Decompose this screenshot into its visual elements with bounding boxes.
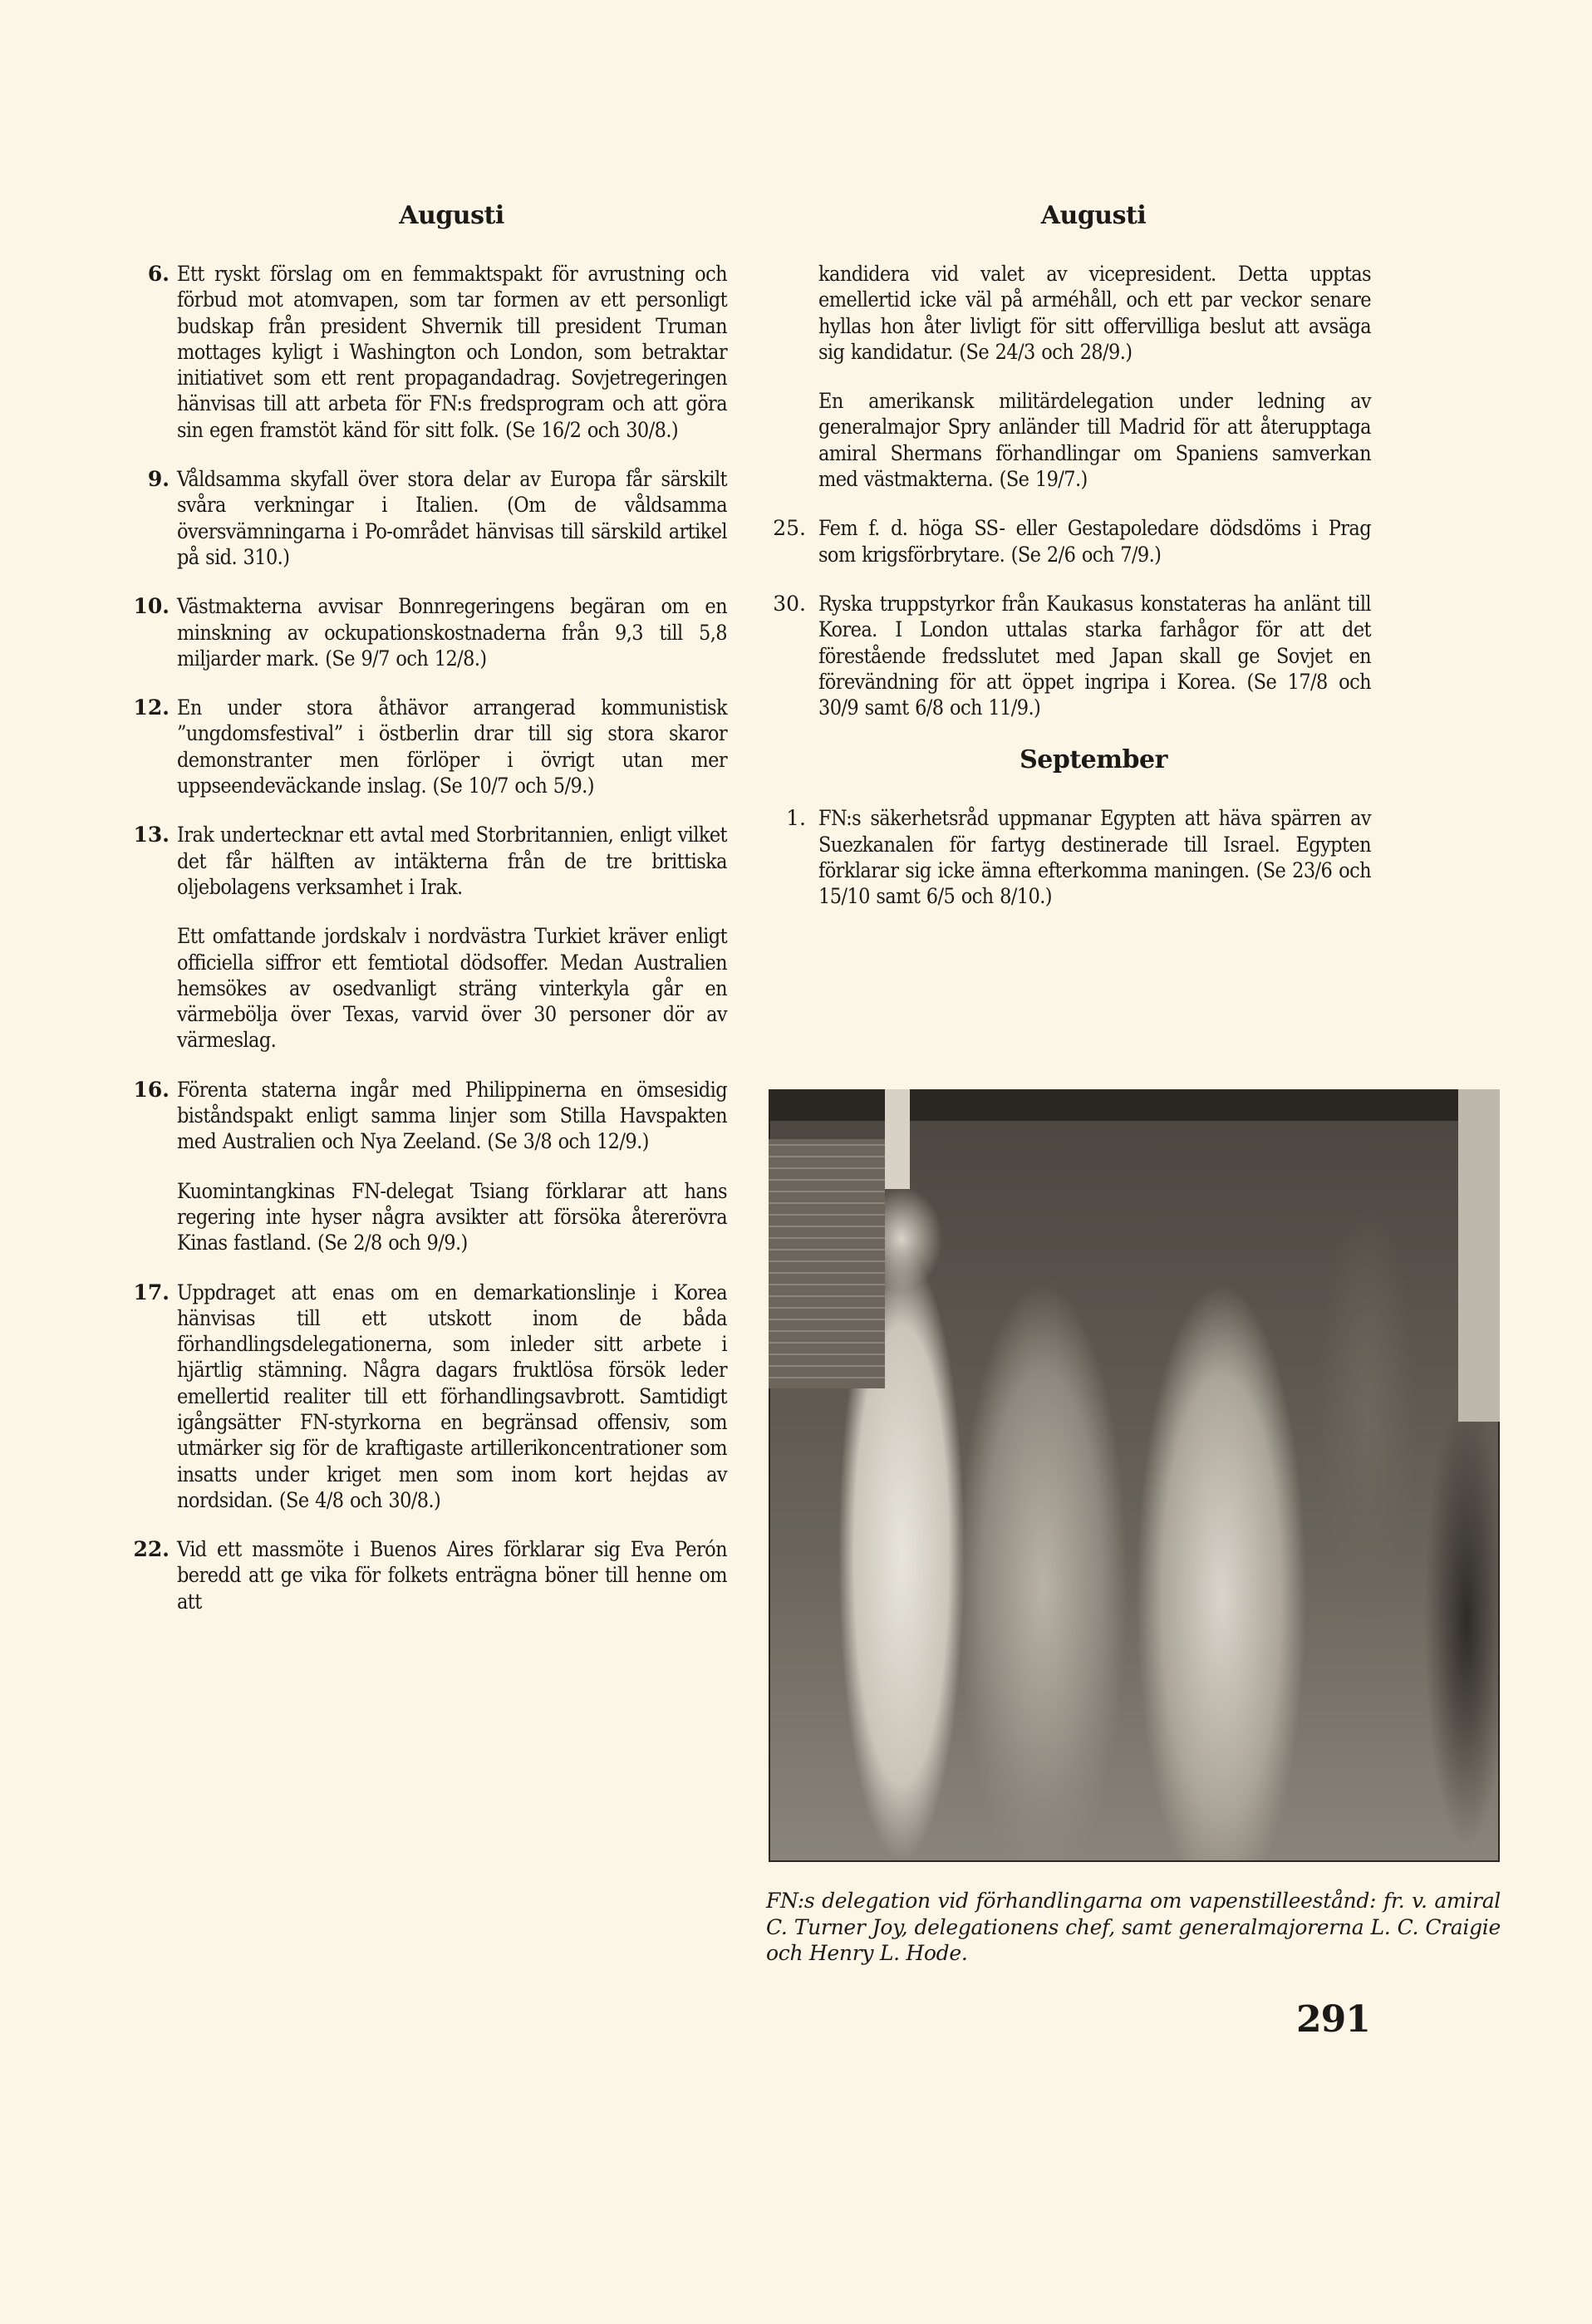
- photo-brick-wall: [769, 1139, 885, 1388]
- entry-text: Förenta staterna ingår med Philippinerna en ömsesidig biståndspakt enligt samma linjer som Stilla Havspakten med Australien och Nya Zeeland. (Se 3/8 och 12/9.): [177, 1077, 727, 1154]
- chronicle-entry: [133, 261, 727, 443]
- entry-date: 10.: [133, 594, 170, 619]
- entry-text: Vid ett massmöte i Buenos Aires förklarar sig Eva Perón beredd att ge vika för folkets enträgna böner till henne om att: [177, 1537, 727, 1614]
- chronicle-entry: [764, 805, 1371, 909]
- entry-date: 12.: [133, 695, 170, 720]
- chronicle-entry: [764, 515, 1371, 567]
- chronicle-entry: [133, 1178, 727, 1256]
- entry-text: Uppdraget att enas om en demarkationslinje i Korea hänvisas till ett utskott inom de båda förhandlingsdelegationerna, som inleder sitt arbete i hjärtlig stämning. Några dagars fruktlösa försök leder emellertid realiter till ett förhandlingsavbrott. Samtidigt igångsätter FN-styrkorna en begränsad offensiv, som utmärker sig för de kraftigaste artillerikoncentrationer som insatts under kriget men som inom kort hejdas av nordsidan. (Se 4/8 och 30/8.): [177, 1280, 727, 1512]
- photo-right-wall: [1458, 1089, 1500, 1422]
- entry-date: 22.: [133, 1537, 170, 1562]
- photo-door-lintel: [769, 1089, 1500, 1121]
- entry-date: 6.: [147, 262, 170, 286]
- chronicle-entry: [133, 593, 727, 671]
- entry-text: kandidera vid valet av vicepresident. Detta upptas emellertid icke väl på arméhåll, och ett par veckor senare hyllas hon åter livligt för sitt offervilliga beslut att avsäga sig kandidatur. (Se 24/3 och 28/9.): [818, 262, 1371, 364]
- month-heading-september: September: [1020, 745, 1167, 775]
- entry-text: FN:s säkerhetsråd uppmanar Egypten att häva spärren av Suezkanalen för fartyg destinerade till Israel. Egypten förklarar sig icke ämna efterkomma maningen. (Se 23/6 och 15/10 samt 6/5 och 8/10.): [818, 806, 1371, 909]
- entry-date: 17.: [133, 1280, 170, 1304]
- chronicle-entry: [133, 923, 727, 1053]
- chronicle-entry: [133, 1536, 727, 1614]
- month-heading-augusti: Augusti: [1040, 201, 1147, 230]
- entry-date: 30.: [773, 591, 806, 616]
- entry-text: Fem f. d. höga SS- eller Gestapoledare dödsdöms i Prag som krigsförbrytare. (Se 2/6 och 7/9.): [818, 516, 1371, 567]
- entry-text: Ett ryskt förslag om en femmaktspakt för avrustning och förbud mot atomvapen, som tar formen av ett personligt budskap från president Shvernik till president Truman mottages kyligt i Washington och London, som betraktar initiativet som ett rent propagandadrag. Sovjetregeringen hänvisas till att arbeta för FN:s fredsprogram och att göra sin egen framstöt känd för sitt folk. (Se 16/2 och 30/8.): [177, 262, 727, 442]
- chronicle-entry: [133, 1280, 727, 1514]
- chronicle-entry: [133, 466, 727, 570]
- entry-text: Ryska truppstyrkor från Kaukasus konstateras ha anlänt till Korea. I London uttalas starka farhågor för att det förestående fredsslutet med Japan skall ge Sovjet en förevändning för att öppet ingripa i Korea. (Se 17/8 och 30/9 samt 6/8 och 11/9.): [818, 591, 1371, 720]
- entry-date: 16.: [133, 1077, 170, 1102]
- entry-text: Västmakterna avvisar Bonnregeringens begäran om en minskning av ockupationskostnaderna från 9,3 till 5,8 miljarder mark. (Se 9/7 och 12/8.): [177, 594, 727, 671]
- entry-date: 13.: [133, 823, 170, 848]
- entry-text: Kuomintangkinas FN-delegat Tsiang förklarar att hans regering inte hyser några avsikter att försöka återerövra Kinas fastland. (Se 2/8 och 9/9.): [177, 1178, 727, 1255]
- delegation-photo: [769, 1089, 1500, 1862]
- right-column: [764, 199, 1371, 933]
- photo-caption: FN:s delegation vid förhandlingarna om vapenstilleestånd: fr. v. amiral C. Turner Joy, delegationens chef, samt generalmajorerna L. C. Craigie och Henry L. Hode.: [766, 1889, 1501, 1965]
- left-column: [133, 199, 727, 1638]
- photo-door-frame: [885, 1089, 910, 1189]
- entry-text: Irak undertecknar ett avtal med Storbritannien, enligt vilket det får hälften av intäkterna från de tre brittiska oljebolagens verksamhet i Irak.: [177, 823, 727, 899]
- chronicle-entry: [133, 1077, 727, 1155]
- entry-text: Ett omfattande jordskalv i nordvästra Turkiet kräver enligt officiella siffror ett femtiotal dödsoffer. Medan Australien hemsökes av osedvanligt sträng vinterkyla går en värmebölja över Texas, varvid över 30 personer dör av värmeslag.: [177, 924, 727, 1053]
- chronicle-entry: [133, 695, 727, 798]
- entry-date: 9.: [147, 467, 170, 492]
- entry-text: En under stora åthävor arrangerad kommunistisk ”ungdomsfestival” i östberlin drar till sig stora skaror demonstranter men förlöper i övrigt utan mer uppseendeväckande inslag. (Se 10/7 och 5/9.): [177, 695, 727, 798]
- chronicle-entry: [133, 822, 727, 900]
- entry-date: 25.: [773, 516, 806, 541]
- entry-date: 1.: [786, 806, 806, 831]
- entry-text: Våldsamma skyfall över stora delar av Europa får särskilt svåra verkningar i Italien. (Om de våldsamma översvämningarna i Po-området hänvisas till särskild artikel på sid. 310.): [177, 467, 727, 569]
- page-number: 291: [1296, 1998, 1370, 2041]
- chronicle-entry: [764, 261, 1371, 365]
- chronicle-entry: [764, 388, 1371, 492]
- month-heading-augusti: Augusti: [399, 201, 504, 230]
- chronicle-entry: [764, 591, 1371, 720]
- entry-text: En amerikansk militärdelegation under ledning av generalmajor Spry anländer till Madrid för att återupptaga amiral Shermans förhandlingar om Spaniens samverkan med västmakterna. (Se 19/7.): [818, 389, 1371, 492]
